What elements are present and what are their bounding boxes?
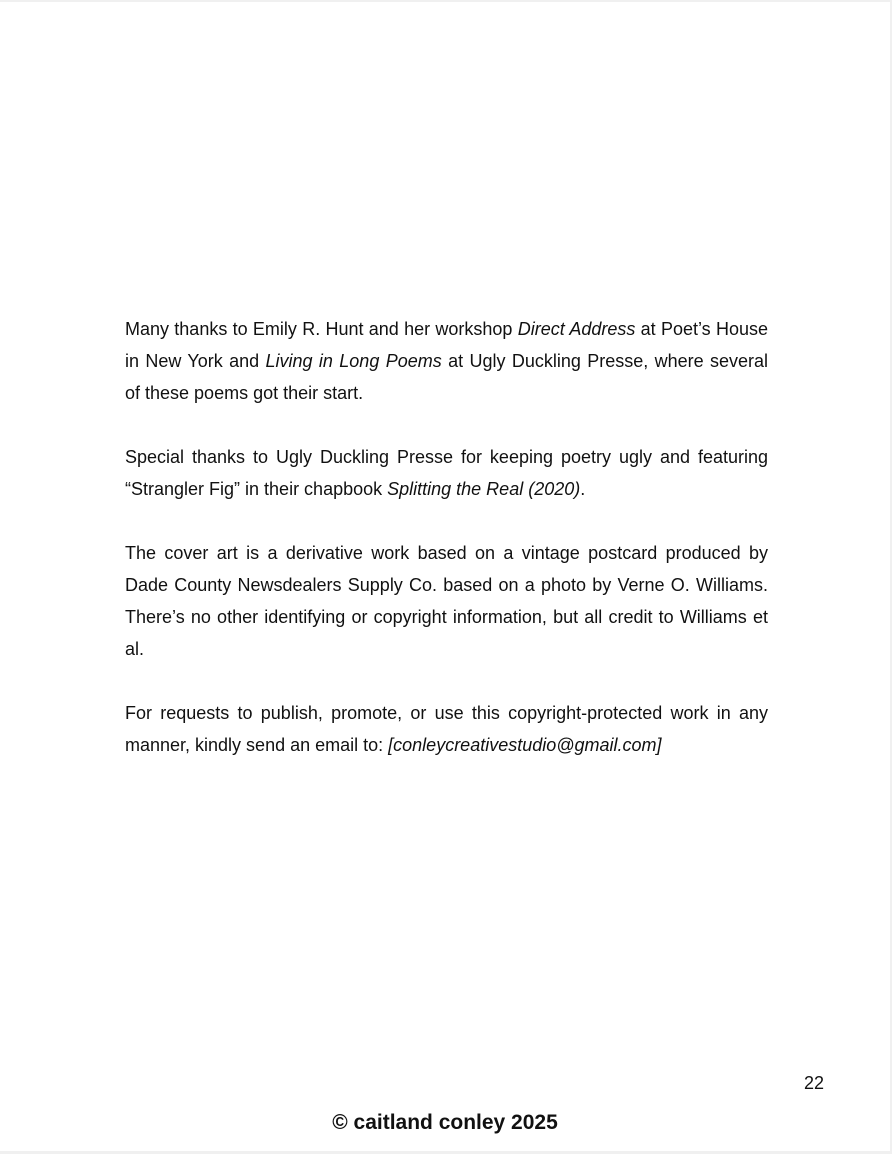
text-segment: Special thanks to Ugly Duckling Presse for keeping poetry ugly and featuring “Strangler Fig” in their chapbook: [125, 447, 768, 499]
text-segment: at Poet’s House in New York and: [125, 319, 768, 371]
contact-email: [conleycreativestudio@gmail.com]: [388, 735, 662, 755]
acknowledgement-paragraph-workshops: [125, 313, 768, 409]
acknowledgement-paragraph-contact: [125, 697, 768, 761]
document-page: [0, 2, 890, 1151]
text-segment: at Ugly Duckling Presse, where several of these poems got their start.: [125, 351, 768, 403]
text-segment: The cover art is a derivative work based on a vintage postcard produced by Dade County Newsdealers Supply Co. based on a photo by Verne O. Williams. There’s no other identifying or copyright information, but all credit to Williams et al.: [125, 543, 768, 659]
acknowledgement-paragraph-publisher: [125, 441, 768, 505]
chapbook-title: Splitting the Real (2020): [387, 479, 581, 499]
acknowledgements-section: [125, 313, 768, 793]
copyright-footer: © caitland conley 2025: [332, 1111, 558, 1134]
workshop-title-direct-address: Direct Address: [517, 319, 636, 339]
workshop-title-living-in-long-poems: Living in Long Poems: [265, 351, 442, 371]
acknowledgement-paragraph-cover-art: [125, 537, 768, 665]
page-number: 22: [803, 1073, 824, 1093]
text-segment: For requests to publish, promote, or use this copyright-protected work in any manner, kindly send an email to:: [125, 703, 768, 755]
text-segment: Many thanks to Emily R. Hunt and her workshop: [125, 319, 518, 339]
text-segment: .: [580, 479, 586, 499]
